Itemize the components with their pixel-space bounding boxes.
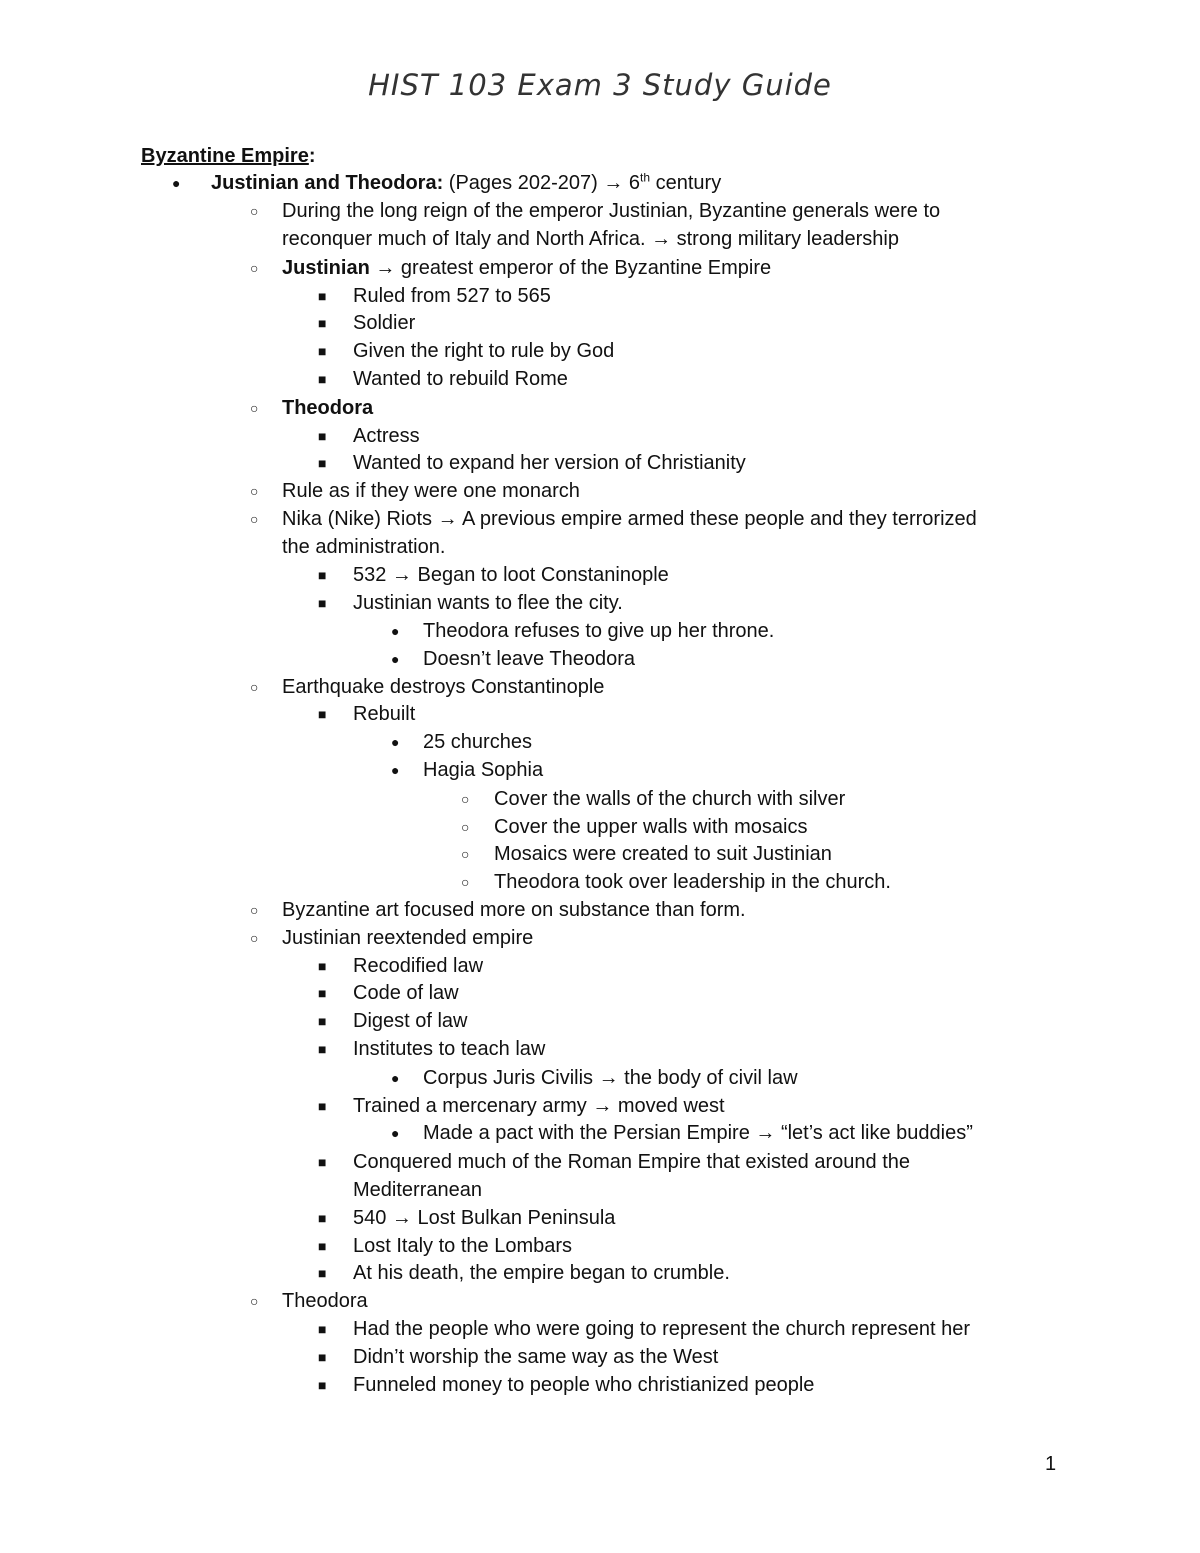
list-item-level3: At his death, the empire began to crumble. xyxy=(353,1262,730,1284)
list-item-level3: Lost Italy to the Lombars xyxy=(353,1235,573,1257)
bullet-disc-icon xyxy=(391,645,399,673)
bullet-square-icon xyxy=(318,365,326,393)
bullet-square-icon xyxy=(318,1232,326,1260)
list-item-level4: Corpus Juris Civilis → the body of civil law xyxy=(423,1067,798,1089)
list-item-level3: Given the right to rule by God xyxy=(353,340,615,362)
list-item-level3: 532 → Began to loot Constaninople xyxy=(353,564,669,586)
list-item-text: → greatest emperor of the Byzantine Empire xyxy=(369,257,772,279)
bullet-circle-icon xyxy=(250,197,258,225)
list-item-level5: Cover the upper walls with mosaics xyxy=(494,816,808,838)
list-item-level3: Institutes to teach law xyxy=(353,1038,546,1060)
bullet-square-icon xyxy=(318,1148,326,1176)
list-item-continuation: Mediterranean xyxy=(353,1179,482,1201)
bullet-square-icon xyxy=(318,1007,326,1035)
bullet-circle-icon xyxy=(461,813,469,841)
list-item-level3: Justinian wants to flee the city. xyxy=(353,592,623,614)
bullet-circle-icon xyxy=(461,868,469,896)
bullet-circle-icon xyxy=(250,896,258,924)
list-item-bold: Justinian xyxy=(282,257,370,279)
bullet-square-icon xyxy=(318,1259,326,1287)
list-item-level2 xyxy=(282,254,771,282)
list-item-level3: Had the people who were going to represent the church represent her xyxy=(353,1318,971,1340)
bullet-disc-icon xyxy=(391,756,399,784)
list-item-level2: Justinian reextended empire xyxy=(282,927,534,949)
bullet-circle-icon xyxy=(250,394,258,422)
bullet-square-icon xyxy=(318,449,326,477)
list-item-level3: Digest of law xyxy=(353,1010,468,1032)
superscript: th xyxy=(640,170,651,185)
list-item-level3: Soldier xyxy=(353,312,416,334)
bullet-square-icon xyxy=(318,1204,326,1232)
list-item-level3: Wanted to rebuild Rome xyxy=(353,368,568,390)
bullet-square-icon xyxy=(318,282,326,310)
list-item-level5: Cover the walls of the church with silver xyxy=(494,788,846,810)
page-number: 1 xyxy=(1045,1453,1057,1475)
list-item-level4: Doesn’t leave Theodora xyxy=(423,648,635,670)
list-item-level3: Trained a mercenary army → moved west xyxy=(353,1095,725,1117)
bullet-square-icon xyxy=(318,422,326,450)
list-item-level2: Byzantine art focused more on substance than form. xyxy=(282,899,746,921)
list-item-level2: Earthquake destroys Constantinople xyxy=(282,676,605,698)
bullet-disc-icon xyxy=(391,617,399,645)
list-item-text: (Pages 202-207) → 6 xyxy=(443,172,641,194)
list-item-level3: Code of law xyxy=(353,982,459,1004)
bullet-circle-icon xyxy=(250,673,258,701)
list-item-level3: 540 → Lost Bulkan Peninsula xyxy=(353,1207,616,1229)
list-item-level5: Mosaics were created to suit Justinian xyxy=(494,843,832,865)
list-item-level3: Funneled money to people who christianized people xyxy=(353,1374,815,1396)
list-item-level4: Theodora refuses to give up her throne. xyxy=(423,620,775,642)
list-item-continuation: reconquer much of Italy and North Africa. → strong military leadership xyxy=(282,228,899,250)
bullet-disc-icon xyxy=(391,1064,399,1092)
bullet-square-icon xyxy=(318,1092,326,1120)
list-item-level2: Theodora xyxy=(282,1290,368,1312)
bullet-circle-icon xyxy=(250,924,258,952)
bullet-square-icon xyxy=(318,1371,326,1399)
list-item-level1 xyxy=(211,169,721,197)
section-heading xyxy=(141,142,316,170)
bullet-circle-icon xyxy=(461,785,469,813)
section-heading-text: Byzantine Empire xyxy=(141,145,309,167)
list-item-level2: Rule as if they were one monarch xyxy=(282,480,580,502)
bullet-square-icon xyxy=(318,1315,326,1343)
list-item-level5: Theodora took over leadership in the church. xyxy=(494,871,891,893)
list-item-level3: Recodified law xyxy=(353,955,484,977)
list-item-level2: Nika (Nike) Riots → A previous empire armed these people and they terrorized xyxy=(282,508,977,530)
list-item-level4: Made a pact with the Persian Empire → “let’s act like buddies” xyxy=(423,1122,973,1144)
bullet-circle-icon xyxy=(461,840,469,868)
bullet-circle-icon xyxy=(250,505,258,533)
bullet-square-icon xyxy=(318,1035,326,1063)
bullet-square-icon xyxy=(318,952,326,980)
bullet-circle-icon xyxy=(250,254,258,282)
bullet-square-icon xyxy=(318,561,326,589)
bullet-square-icon xyxy=(318,309,326,337)
bullet-circle-icon xyxy=(250,1287,258,1315)
list-item-level3: Didn’t worship the same way as the West xyxy=(353,1346,719,1368)
bullet-square-icon xyxy=(318,979,326,1007)
list-item-level3: Wanted to expand her version of Christianity xyxy=(353,452,746,474)
list-item-continuation: the administration. xyxy=(282,536,446,558)
bullet-square-icon xyxy=(318,1343,326,1371)
list-item-level3: Rebuilt xyxy=(353,703,416,725)
section-heading-colon: : xyxy=(308,145,316,167)
list-item-level3: Conquered much of the Roman Empire that existed around the xyxy=(353,1151,910,1173)
list-item-level3: Ruled from 527 to 565 xyxy=(353,285,551,307)
list-item-level4: Hagia Sophia xyxy=(423,759,544,781)
bullet-square-icon xyxy=(318,337,326,365)
list-item-level2: Theodora xyxy=(282,397,374,419)
page-title: HIST 103 Exam 3 Study Guide xyxy=(368,68,832,102)
list-item-text: century xyxy=(650,172,722,194)
bullet-disc-icon xyxy=(391,1119,399,1147)
bullet-disc-icon xyxy=(172,169,180,197)
list-item-bold: Justinian and Theodora: xyxy=(211,172,444,194)
list-item-level4: 25 churches xyxy=(423,731,532,753)
list-item-level3: Actress xyxy=(353,425,420,447)
bullet-square-icon xyxy=(318,589,326,617)
list-item-level2: During the long reign of the emperor Justinian, Byzantine generals were to xyxy=(282,200,941,222)
bullet-circle-icon xyxy=(250,477,258,505)
bullet-square-icon xyxy=(318,700,326,728)
bullet-disc-icon xyxy=(391,728,399,756)
